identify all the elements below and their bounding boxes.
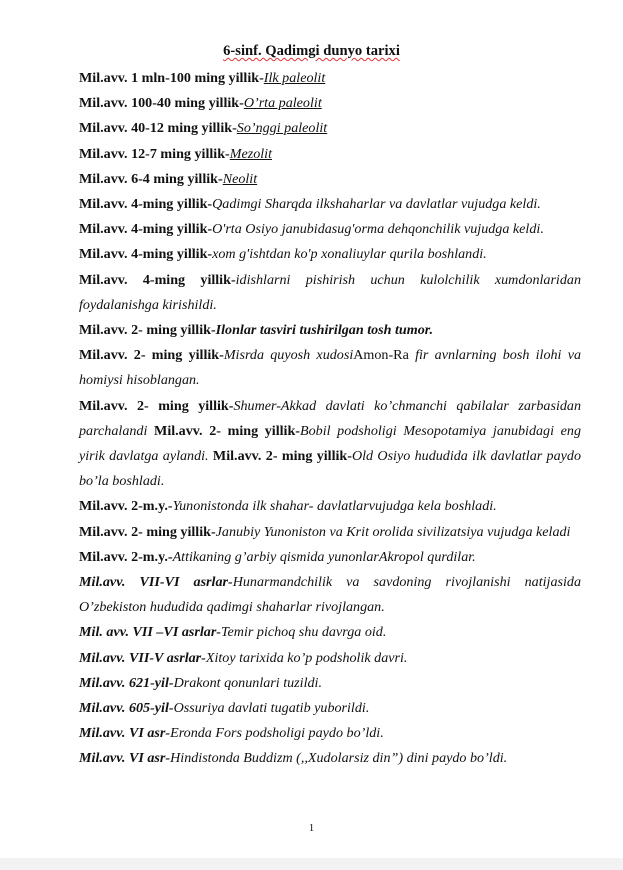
entry-text: Qadimgi Sharqda ilkshaharlar va davlatlar vujudga keldi. bbox=[212, 196, 541, 213]
entry-date: Mil.avv. 12-7 ming yillik- bbox=[79, 145, 230, 162]
entry-text: Bobil podsholigi Mesopotamiya janubidagi eng yirik davlatga aylandi. bbox=[79, 422, 581, 465]
entry-date: Mil.avv. VI asr- bbox=[79, 725, 171, 742]
entry-text: Neolit bbox=[222, 170, 258, 187]
entry-date: Mil.avv. 621-yil- bbox=[79, 674, 174, 691]
entry-date: Mil.avv. VII-VI asrlar- bbox=[79, 574, 233, 591]
timeline-entry bbox=[79, 217, 581, 242]
entry-text: Old Osiyo hududida ilk davlatlar paydo bo’la boshladi. bbox=[79, 448, 581, 490]
entry-text: Hunarmandchilik va savdoning rivojlanishi natijasida O’zbekiston hududida qadimgi shaharlar rivojlangan. bbox=[79, 574, 581, 616]
entry-text: O’rta paleolit bbox=[243, 95, 322, 112]
entry-date: Mil.avv. 4-ming yillik- bbox=[79, 221, 213, 238]
timeline-entry bbox=[79, 545, 581, 570]
entry-text: Mezolit bbox=[229, 145, 273, 162]
entry-text: fir avnlarning bosh ilohi va homiysi hisoblangan. bbox=[79, 347, 582, 389]
timeline-entry bbox=[79, 646, 581, 671]
entry-date: Mil.avv. 4-ming yillik- bbox=[79, 271, 236, 288]
entry-text: Shumer-Akkad davlati ko’chmanchi qabilalar zarbasidan parchalandi bbox=[79, 397, 581, 439]
timeline-entry bbox=[79, 192, 581, 217]
timeline-entry bbox=[79, 696, 581, 721]
entry-date: Mil.avv. 2- ming yillik- bbox=[147, 422, 300, 439]
entry-text: Ossuriya davlati tugatib yuborildi. bbox=[173, 700, 370, 717]
entry-date: Mil.avv. 2- ming yillik- bbox=[208, 448, 352, 465]
entry-date: Mil.avv. 2- ming yillik- bbox=[79, 347, 224, 364]
entry-text: xom g'ishtdan ko'p xonaliuylar qurila boshlandi. bbox=[212, 246, 487, 263]
entry-date: Mil.avv. 1 mln-100 ming yillik- bbox=[79, 70, 264, 86]
timeline-entry bbox=[79, 318, 581, 343]
timeline-entry bbox=[79, 570, 581, 620]
entry-text: Ilk paleolit bbox=[263, 70, 326, 86]
entry-date: Mil.avv. 2- ming yillik- bbox=[79, 322, 216, 339]
entry-date: Mil.avv. 605-yil- bbox=[79, 700, 174, 717]
timeline-entry bbox=[79, 671, 581, 696]
entry-date: Mil.avv. 2-m.y.- bbox=[79, 498, 173, 515]
entry-text: O'rta Osiyo janubidasug'orma dehqonchilik vujudga keldi. bbox=[212, 221, 544, 238]
timeline-entry bbox=[79, 343, 581, 393]
timeline-entry bbox=[79, 494, 581, 519]
entry-text: Eronda Fors podsholigi paydo bo’ldi. bbox=[170, 725, 384, 742]
entry-date: Mil.avv. 4-ming yillik- bbox=[79, 196, 213, 213]
timeline-entry bbox=[79, 167, 581, 192]
entry-date: Mil.avv. 4-ming yillik- bbox=[79, 246, 213, 263]
entry-text: Temir pichoq shu davrga oid. bbox=[221, 624, 387, 641]
timeline-entry bbox=[79, 142, 581, 167]
timeline-entry bbox=[79, 116, 581, 141]
timeline-entry bbox=[79, 520, 581, 545]
viewer-bottom-edge bbox=[0, 858, 623, 870]
timeline-entry bbox=[79, 242, 581, 267]
timeline-entry bbox=[79, 66, 581, 91]
entry-date: Mil.avv. 40-12 ming yillik- bbox=[79, 120, 237, 137]
entry-text: Janubiy Yunoniston va Krit orolida sivilizatsiya vujudga keladi bbox=[215, 523, 571, 540]
timeline-entry bbox=[79, 394, 581, 495]
entry-date: Mil.avv. VI asr- bbox=[79, 750, 171, 767]
entry-text: Attikaning g’arbiy qismida yunonlarAkropol qurdilar. bbox=[172, 548, 476, 565]
entry-text: Ilonlar tasviri tushirilgan tosh tumor. bbox=[215, 322, 434, 339]
entry-date: Mil.avv. 100-40 ming yillik- bbox=[79, 95, 244, 112]
entry-date: Mil. avv. VII –VI asrlar- bbox=[79, 624, 221, 641]
entry-date: Mil.avv. 2- ming yillik- bbox=[79, 397, 234, 414]
timeline-entry bbox=[79, 746, 581, 771]
entry-date: Mil.avv. VII-V asrlar- bbox=[79, 649, 206, 666]
entry-date: Mil.avv. 6-4 ming yillik- bbox=[79, 170, 223, 187]
entry-text: Misrda quyosh xudosi bbox=[223, 347, 354, 364]
timeline-entry bbox=[79, 620, 581, 645]
entry-date: Mil.avv. 2- ming yillik- bbox=[79, 523, 216, 540]
entry-text-plain: Amon-Ra bbox=[353, 347, 416, 364]
entry-date: Mil.avv. 2-m.y.- bbox=[79, 548, 173, 565]
entry-text: Drakont qonunlari tuzildi. bbox=[173, 674, 322, 691]
timeline-entry bbox=[79, 721, 581, 746]
entry-text: idishlarni pishirish uchun kulolchilik xumdonlaridan foydalanishga kirishildi. bbox=[79, 271, 581, 313]
entry-text: Hindistonda Buddizm (,,Xudolarsiz din”) dini paydo bo’ldi. bbox=[170, 750, 508, 767]
entry-text: Yunonistonda ilk shahar- davlatlarvujudga kela boshladi. bbox=[172, 498, 497, 515]
entry-text: Xitoy tarixida ko’p podsholik davri. bbox=[205, 649, 408, 666]
page-number: 1 bbox=[308, 822, 315, 834]
timeline-entry bbox=[79, 268, 581, 318]
page-title: 6-sinf. Qadimgi dunyo tarixi bbox=[223, 43, 400, 59]
timeline-entry bbox=[79, 91, 581, 116]
timeline-list bbox=[79, 66, 581, 772]
entry-text: So’nggi paleolit bbox=[236, 120, 328, 137]
